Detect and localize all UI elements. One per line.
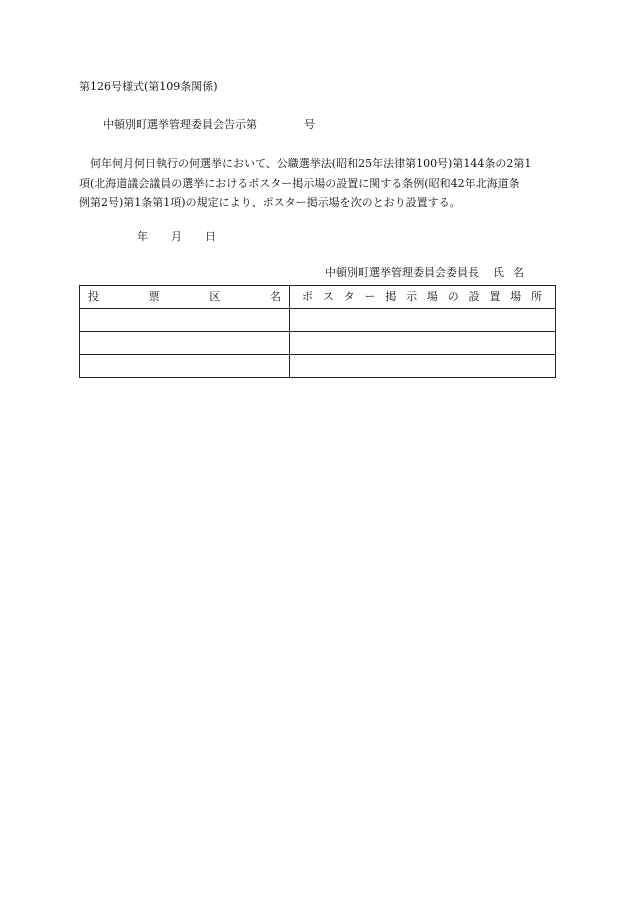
table-row: [80, 332, 556, 355]
header-char: ス: [322, 290, 334, 303]
table-row: [80, 355, 556, 378]
table-row: [80, 309, 556, 332]
header-char: タ: [343, 290, 355, 303]
notice-body: [79, 154, 553, 213]
header-char: 名: [269, 290, 281, 303]
table-cell[interactable]: [290, 309, 556, 332]
table-cell[interactable]: [290, 332, 556, 355]
header-poster-location-label: [290, 290, 555, 304]
signature-line: [325, 266, 533, 280]
header-voting-district-label: [80, 290, 289, 304]
notice-title: [103, 118, 315, 132]
header-char: 示: [406, 290, 418, 303]
signature-title: 中頓別町選挙管理委員会委員長: [325, 266, 479, 279]
table-cell[interactable]: [290, 355, 556, 378]
table-cell[interactable]: [80, 332, 290, 355]
header-char: 場: [510, 290, 522, 303]
date-month-label: 月: [171, 230, 182, 243]
form-number: 第126号様式(第109条関係): [79, 80, 218, 93]
body-line: 何年何月何日執行の何選挙において、公職選挙法(昭和25年法律第100号)第144条の2第1: [90, 157, 532, 170]
table-header-row: [80, 286, 556, 309]
header-char: ー: [364, 290, 376, 303]
header-char: の: [447, 290, 459, 303]
table-cell[interactable]: [80, 309, 290, 332]
poster-board-table: [79, 285, 556, 378]
date-year-label: 年: [137, 230, 148, 243]
header-char: 場: [426, 290, 438, 303]
header-char: 置: [489, 290, 501, 303]
header-voting-district: [80, 286, 290, 309]
notice-number-label: 号: [304, 118, 315, 131]
body-line: 項(北海道議会議員の選挙におけるポスター掲示場の設置に関する条例(昭和42年北海道条: [79, 176, 520, 190]
header-char: ポ: [302, 290, 313, 303]
date-day-label: 日: [205, 230, 216, 243]
table-cell[interactable]: [80, 355, 290, 378]
signature-name-label: 氏名: [493, 266, 533, 279]
header-poster-location: [290, 286, 556, 309]
header-char: 設: [468, 290, 480, 303]
header-char: 所: [530, 290, 542, 303]
header-char: 票: [148, 290, 160, 303]
notice-title-text: 中頓別町選挙管理委員会告示第: [103, 118, 257, 131]
date-line: [137, 230, 216, 244]
body-line: 例第2号)第1条第1項)の規定により、ポスター掲示場を次のとおり設置する。: [79, 196, 461, 209]
header-char: 区: [209, 290, 221, 303]
header-char: 投: [88, 290, 99, 303]
header-char: 掲: [385, 290, 397, 303]
